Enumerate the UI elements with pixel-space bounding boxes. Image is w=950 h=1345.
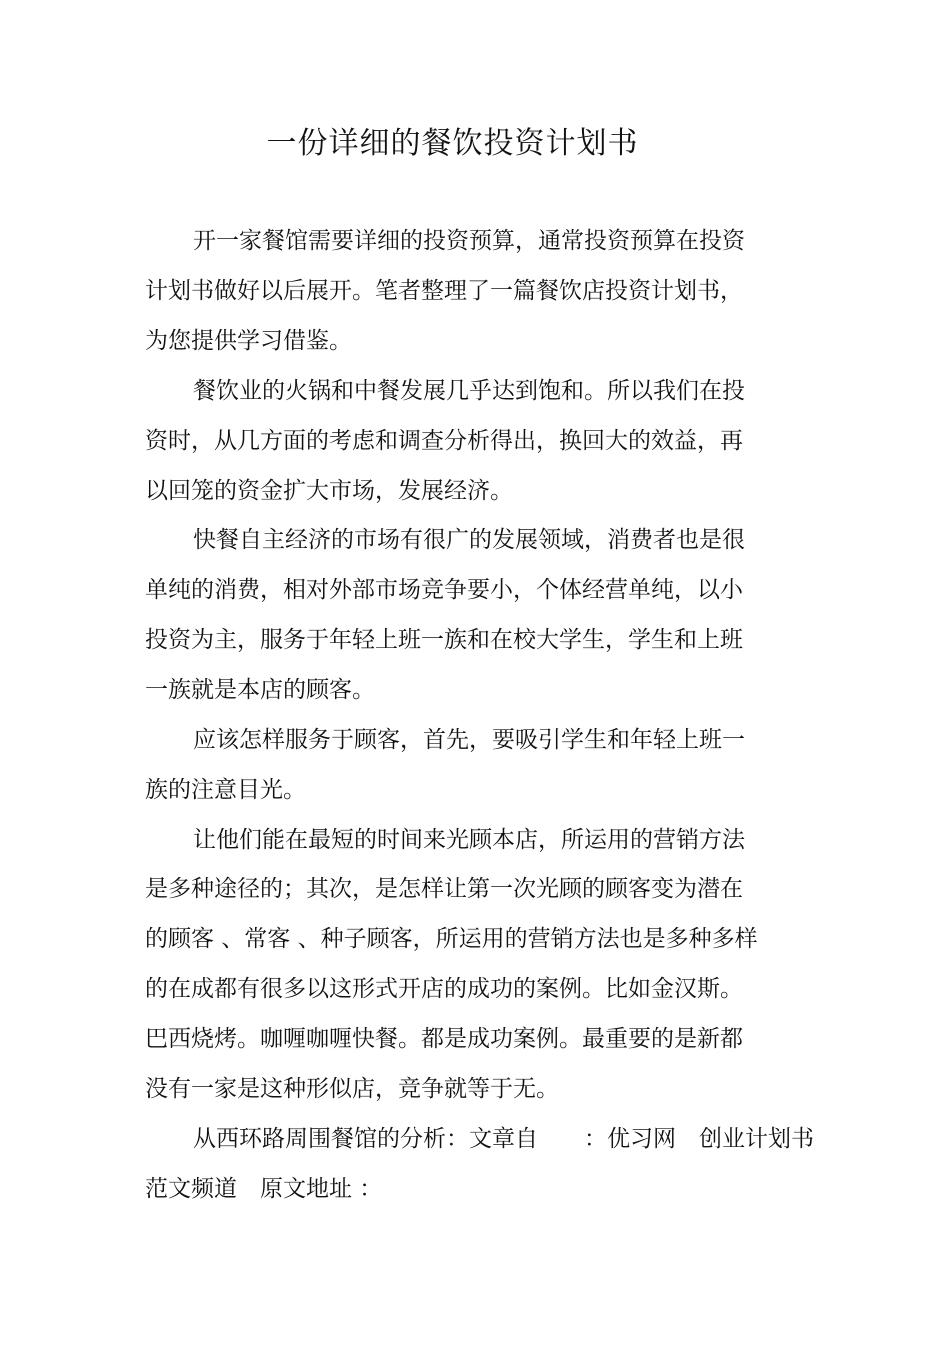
text-line: 的顾客 、常客 、种子顾客，所运用的营销方法也是多种多样: [145, 926, 758, 952]
text-line: 投资为主，服务于年轻上班一族和在校大学生，学生和上班: [145, 627, 743, 653]
text-line: 以回笼的资金扩大市场，发展经济。: [145, 478, 513, 504]
text-line: 从西环路周围餐馆的分析：文章自 ：优习网 创业计划书: [193, 1126, 814, 1152]
text-line: 快餐自主经济的市场有很广的发展领域，消费者也是很: [193, 527, 745, 553]
text-line: 巴西烧烤。咖喱咖喱快餐。都是成功案例。最重要的是新都: [145, 1026, 743, 1052]
text-line: 开一家餐馆需要详细的投资预算，通常投资预算在投资: [193, 228, 745, 254]
text-line: 的在成都有很多以这形式开店的成功的案例。比如金汉斯。: [145, 976, 743, 1002]
text-line: 为您提供学习借鉴。: [145, 328, 352, 354]
text-line: 让他们能在最短的时间来光顾本店，所运用的营销方法: [193, 827, 745, 853]
text-line: 族的注意目光。: [145, 777, 306, 803]
text-line: 范文频道 原文地址 ：: [145, 1176, 383, 1202]
text-line: 是多种途径的；其次，是怎样让第一次光顾的顾客变为潜在: [145, 876, 743, 902]
text-line: 应该怎样服务于顾客，首先，要吸引学生和年轻上班一: [193, 727, 745, 753]
text-line: 没有一家是这种形似店，竞争就等于无。: [145, 1076, 559, 1102]
text-line: 单纯的消费，相对外部市场竞争要小，个体经营单纯，以小: [145, 577, 743, 603]
text-line: 资时，从几方面的考虑和调查分析得出，换回大的效益，再: [145, 428, 743, 454]
text-line: 餐饮业的火锅和中餐发展几乎达到饱和。所以我们在投: [193, 378, 745, 404]
document-title: 一份详细的餐饮投资计划书: [266, 126, 639, 161]
text-line: 计划书做好以后展开。笔者整理了一篇餐饮店投资计划书，: [145, 278, 743, 304]
text-line: 一族就是本店的顾客。: [145, 677, 375, 703]
